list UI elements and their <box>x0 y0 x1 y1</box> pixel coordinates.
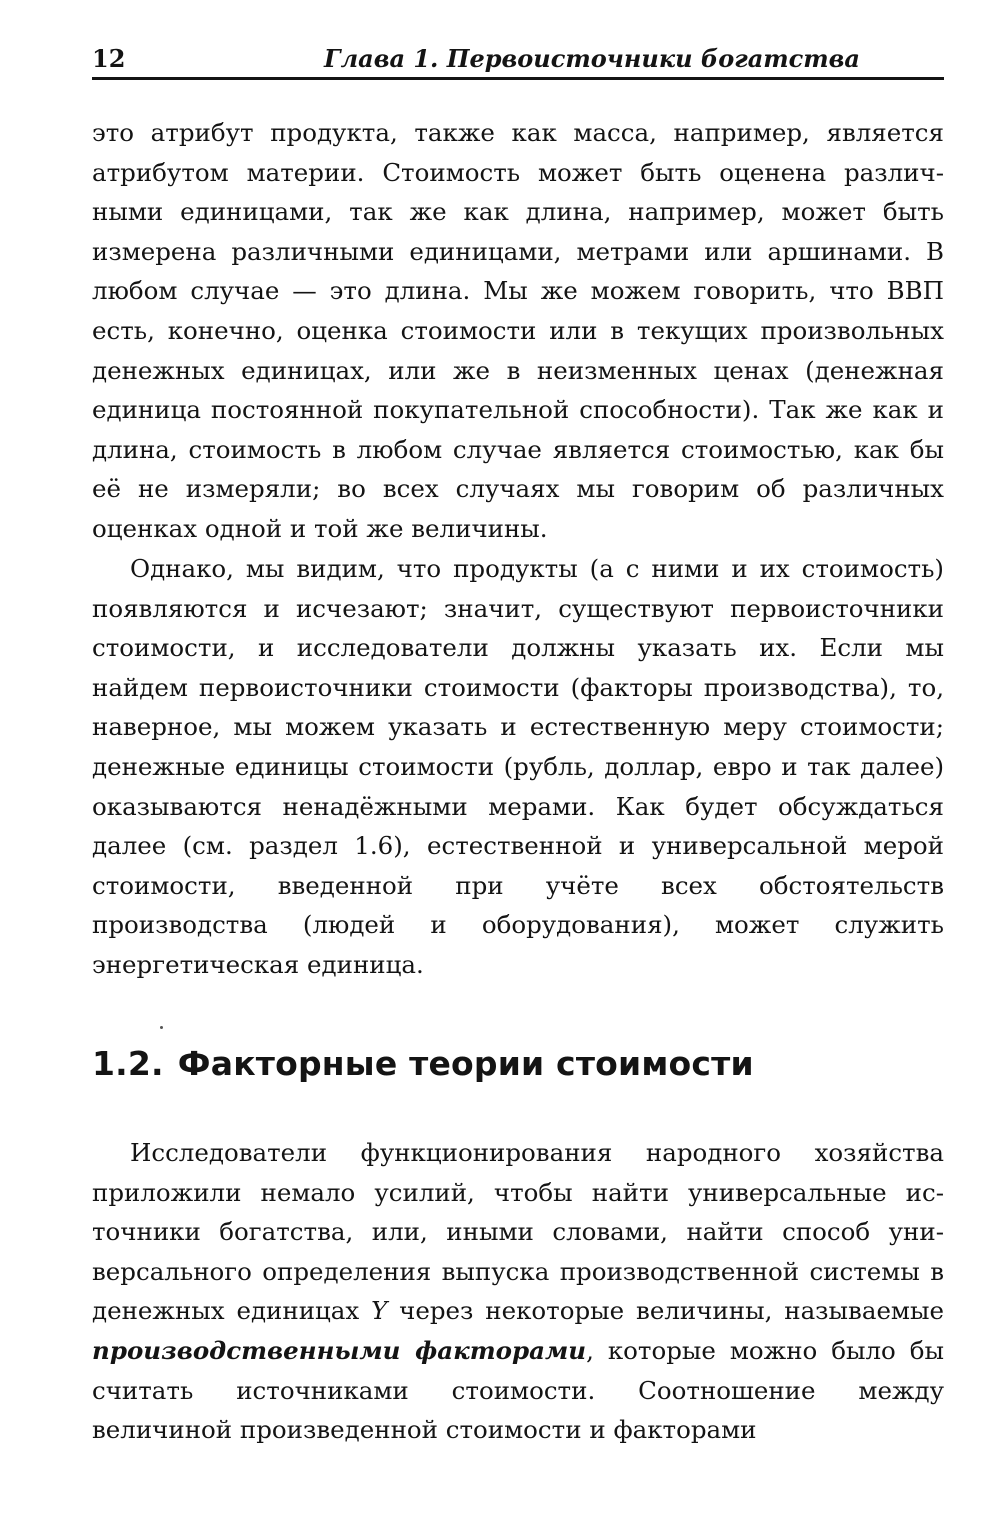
paragraph-2: Однако, мы видим, что продукты (а с ними и их стоимость) появляются и исчезают; значит, существуют первоисточники стоимости, и исследователи должны указать их. Если мы найдем первоисточники стоимости (факторы производства), то, наверное, мы можем указать и естественную меру стоимости; денежные единицы стоимости (рубль, доллар, евро и так далее) оказываются ненадёжными мерами. Как будет обсуждаться далее (см. раздел 1.6), естественной и универсальной мерой стоимости, введенной при учёте всех обстоятельств производства (людей и оборудования), может служить энергетическая единица. <box>92 554 944 979</box>
paragraph-3-text-b: через некоторые величины, называемые <box>387 1296 944 1326</box>
paragraph-3-text-a: Исследователи функционирования народного хозяйства приложили немало усилий, чтобы найти универсальные источники богатства, или, иными словами, найти способ универсального определения выпуска производственной системы в денежных единицах <box>92 1138 944 1326</box>
paragraph-3 <box>92 1133 944 1450</box>
section-number: 1.2. <box>92 1044 164 1083</box>
output-variable: Y <box>371 1296 388 1326</box>
emphasized-term: производственными факторами <box>92 1335 587 1365</box>
paragraph-1: это атрибут продукта, также как масса, например, является атрибутом материи. Стоимость может быть оценена различными единицами, так же как длина, например, может быть измерена различными единицами, метрами или аршинами. В любом случае — это длина. Мы же можем говорить, что ВВП есть, конечно, оценка стоимости или в текущих произвольных денежных единицах, или же в неизменных ценах (денежная единица постоянной покупательной способности). Так же как и длина, стоимость в любом случае является стоимостью, как бы её не измеряли; во всех случаях мы говорим об различных оценках одной и той же величины. <box>92 118 944 543</box>
section-heading <box>92 1044 754 1083</box>
running-head <box>92 40 944 76</box>
paragraph-3-text-c: , которые можно было бы считать источниками стоимости. Соотношение между величиной произведенной стоимости и факторами <box>92 1335 944 1445</box>
chapter-title: Глава 1. Первоисточники богатства <box>324 44 860 73</box>
print-speck <box>160 1026 163 1029</box>
header-rule <box>92 77 944 80</box>
section-title: Факторные теории стоимости <box>177 1044 754 1083</box>
page-number: 12 <box>92 44 126 73</box>
